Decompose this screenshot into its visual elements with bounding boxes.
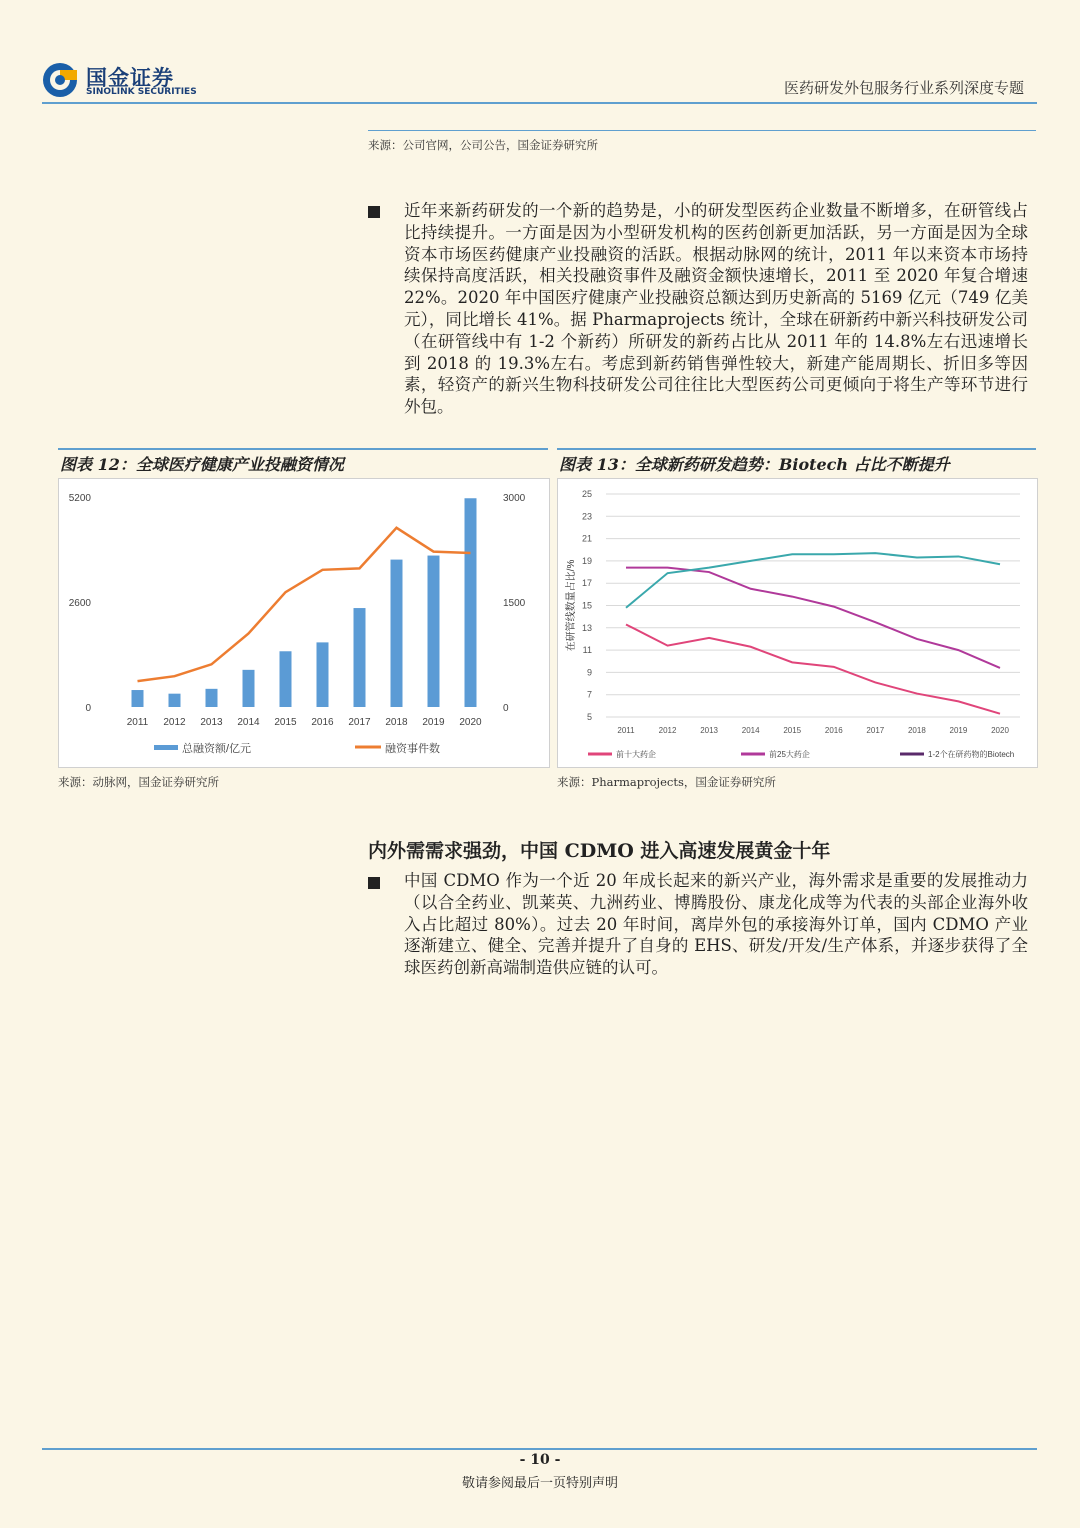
bar xyxy=(317,642,329,707)
y-left-tick: 5200 xyxy=(68,493,91,504)
y-right-tick: 0 xyxy=(503,703,509,714)
x-tick-label: 2011 xyxy=(126,717,149,728)
x-tick-label: 2013 xyxy=(200,717,223,728)
logo-text-en: SINOLINK SECURITIES xyxy=(86,87,197,97)
x-tick-label: 2014 xyxy=(237,717,260,728)
fig12-source: 来源：动脉网，国金证券研究所 xyxy=(58,775,219,789)
series-line-events xyxy=(138,528,471,681)
x-tick-label: 2015 xyxy=(274,717,297,728)
bar xyxy=(169,694,181,707)
y-tick-label: 7 xyxy=(586,689,592,700)
legend-label: 1-2个在研药物的Biotech xyxy=(928,750,1015,759)
page-number: - 10 - xyxy=(519,1452,561,1468)
bar xyxy=(465,498,477,707)
y-tick-label: 23 xyxy=(581,511,592,522)
legend-label: 总融资额/亿元 xyxy=(182,743,252,755)
x-tick-label: 2015 xyxy=(783,726,802,735)
y-right-tick: 1500 xyxy=(503,598,526,609)
x-tick-label: 2012 xyxy=(163,717,186,728)
bar xyxy=(132,690,144,707)
x-tick-label: 2013 xyxy=(700,726,719,735)
legend-label: 融资事件数 xyxy=(385,743,440,755)
y-tick-label: 25 xyxy=(581,489,592,499)
logo-icon xyxy=(42,62,78,98)
bar xyxy=(206,689,218,707)
x-tick-label: 2016 xyxy=(311,717,334,728)
fig13-title: 图表 13：全球新药研发趋势：Biotech 占比不断提升 xyxy=(559,455,950,474)
x-tick-label: 2018 xyxy=(385,717,408,728)
x-tick-label: 2011 xyxy=(617,726,635,735)
fig12-title: 图表 12：全球医疗健康产业投融资情况 xyxy=(60,455,344,474)
x-tick-label: 2019 xyxy=(949,726,968,735)
y-tick-label: 15 xyxy=(581,600,592,611)
x-tick-label: 2017 xyxy=(348,717,371,728)
legend-label: 前十大药企 xyxy=(616,750,656,759)
y-right-tick: 3000 xyxy=(503,493,526,504)
fig13-source: 来源：Pharmaprojects，国金证券研究所 xyxy=(557,775,776,789)
bar xyxy=(280,651,292,707)
y-tick-label: 11 xyxy=(582,645,592,656)
paragraph-2: 中国 CDMO 作为一个近 20 年成长起来的新兴产业，海外需求是重要的发展推动力（以合全药业、凯莱英、九洲药业、博腾股份、康龙化成等为代表的头部企业海外收入占比超过 80%）。过去 20 年时间，离岸外包的承接海外订单，国内 CDMO 产业逐渐建立、健全、完善并提升了自身的 EHS、研发/开发/生产体系，并逐步获得了全球医药创新高端制造供应链的认可。 xyxy=(404,871,1028,978)
fig12-chart xyxy=(58,478,550,768)
y-tick-label: 9 xyxy=(586,667,592,678)
series-line-top10 xyxy=(626,624,1000,713)
fig13-rule xyxy=(557,448,1036,450)
x-tick-label: 2016 xyxy=(824,726,843,735)
section-heading: 内外需需求强劲，中国 CDMO 进入高速发展黄金十年 xyxy=(368,840,831,862)
bar xyxy=(243,670,255,707)
bar xyxy=(391,560,403,707)
series-line-top25 xyxy=(626,568,1000,668)
bullet-icon xyxy=(368,206,380,218)
x-tick-label: 2018 xyxy=(907,726,926,735)
legend-swatch-bar xyxy=(154,745,178,750)
report-title: 医药研发外包服务行业系列深度专题 xyxy=(783,79,1024,97)
logo-text-cn: 国金证券 xyxy=(86,66,174,90)
x-tick-label: 2020 xyxy=(991,726,1009,735)
x-tick-label: 2019 xyxy=(422,717,445,728)
x-tick-label: 2020 xyxy=(459,717,482,728)
legend-label: 前25大药企 xyxy=(769,750,810,759)
bar xyxy=(354,608,366,707)
y-left-tick: 2600 xyxy=(68,598,91,609)
x-tick-label: 2012 xyxy=(658,726,677,735)
x-tick-label: 2014 xyxy=(741,726,760,735)
y-tick-label: 19 xyxy=(581,555,592,566)
disclaimer-note: 敬请参阅最后一页特别声明 xyxy=(461,1476,618,1491)
footer-rule xyxy=(42,1448,1037,1450)
y-tick-label: 21 xyxy=(581,533,592,544)
y-axis-label: 在研管线数量占比/% xyxy=(566,559,577,652)
y-left-tick: 0 xyxy=(85,703,91,714)
fig12-rule xyxy=(58,448,548,450)
paragraph-1: 近年来新药研发的一个新的趋势是，小的研发型医药企业数量不断增多，在研管线占比持续提升。一方面是因为小型研发机构的医药创新更加活跃，另一方面是因为全球资本市场医药健康产业投融资的活跃。根据动脉网的统计，2011 年以来资本市场持续保持高度活跃，相关投融资事件及融资金额快速增长，2011 至 2020 年复合增速 22%。2020 年中国医疗健康产业投融资总额达到历史新高的 5169 亿元（749 亿美元），同比增长 41%。据 Pharmaprojects 统计，全球在研新药中新兴科技研发公司（在研管线中有 1-2 个新药）所研发的新药占比从 2011 年的 14.8%左右迅速增长到 2018 的 19.3%左右。考虑到新药销售弹性较大，新建产能周期长、折旧多等因素，轻资产的新兴生物科技研发公司往往比大型医药公司更倾向于将生产等环节进行外包。 xyxy=(404,201,1028,417)
top-source: 来源：公司官网，公司公告，国金证券研究所 xyxy=(368,138,598,152)
x-tick-label: 2017 xyxy=(866,726,885,735)
y-tick-label: 5 xyxy=(586,712,592,722)
y-tick-label: 13 xyxy=(581,622,592,633)
source-rule xyxy=(368,130,1036,131)
y-tick-label: 17 xyxy=(581,578,592,589)
bar xyxy=(428,556,440,707)
header-rule xyxy=(42,102,1037,104)
fig13-chart xyxy=(557,478,1038,768)
bullet-icon xyxy=(368,877,380,889)
